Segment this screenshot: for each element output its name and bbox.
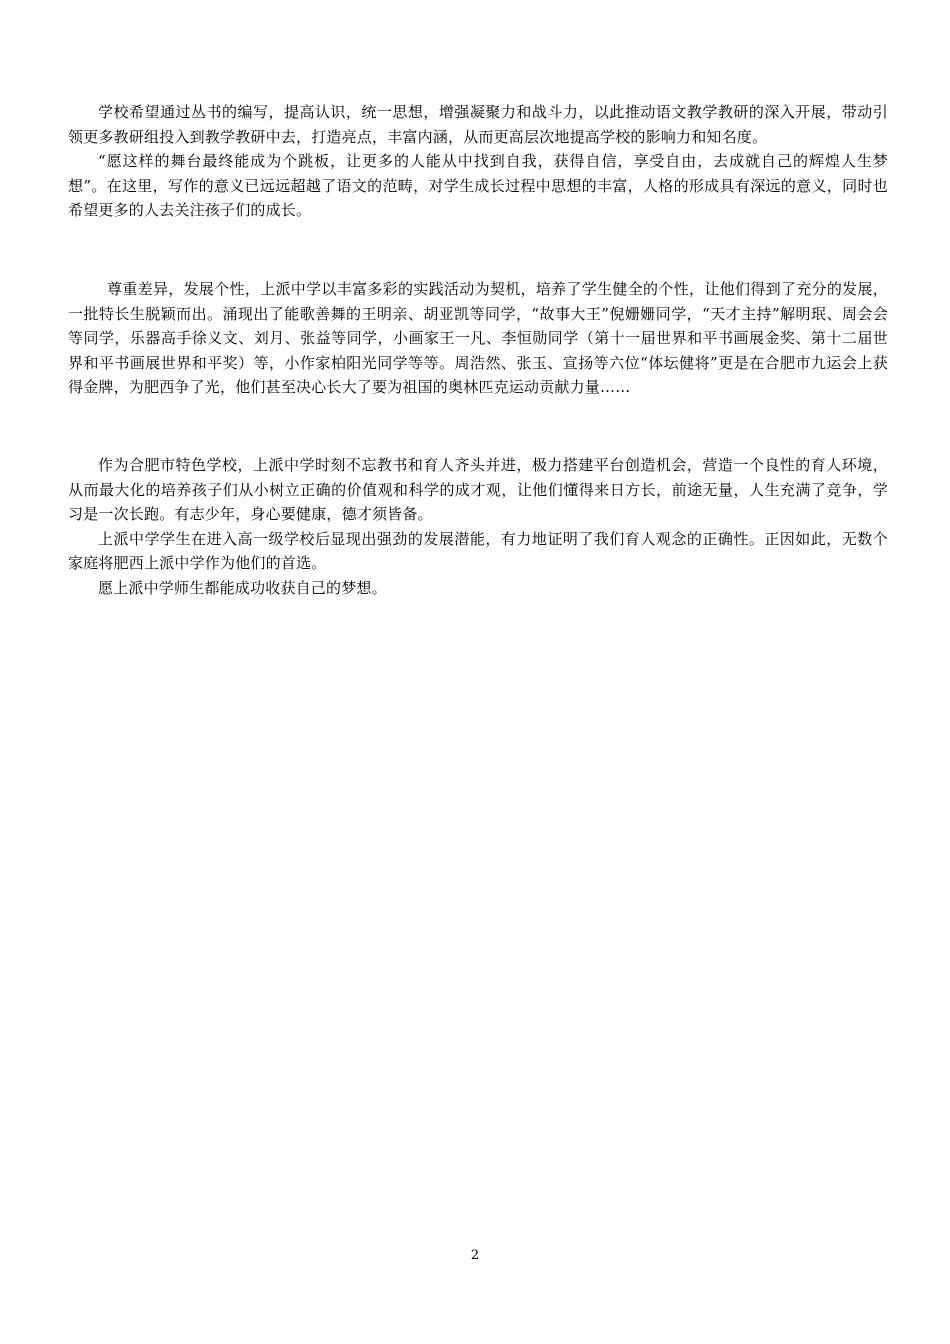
paragraph: 学校希望通过丛书的编写，提高认识，统一思想，增强凝聚力和战斗力，以此推动语文教学教研的深入开展，带动引领更多教研组投入到教学教研中去，打造亮点，丰富内涵，从而更高层次地提高学校的影响力和知名度。 (68, 103, 888, 146)
paragraph: 作为合肥市特色学校，上派中学时刻不忘教书和育人齐头并进，极力搭建平台创造机会，营造一个良性的育人环境，从而最大化的培养孩子们从小树立正确的价值观和科学的成才观，让他们懂得来日方长，前途无量，人生充满了竞争，学习是一次长跑。有志少年，身心要健康，德才须皆备。 (68, 456, 888, 523)
paragraph: 愿上派中学师生都能成功收获自己的梦想。 (98, 578, 387, 597)
page-number: 2 (470, 1248, 480, 1263)
paragraph: 尊重差异，发展个性，上派中学以丰富多彩的实践活动为契机，培养了学生健全的个性，让他们得到了充分的发展，一批特长生脱颖而出。涌现出了能歌善舞的王明亲、胡亚凯等同学，“故事大王”倪姗姗同学，“天才主持”解明珉、周会会等同学，乐器高手徐义文、刘月、张益等同学，小画家王一凡、李恒勋同学（第十一届世界和平书画展金奖、第十二届世界和平书画展世界和平奖）等，小作家柏阳光同学等等。周浩然、张玉、宣扬等六位“体坛健将”更是在合肥市九运会上获得金牌，为肥西争了光，他们甚至决心长大了要为祖国的奥林匹克运动贡献力量…… (68, 280, 888, 396)
section-1 (68, 100, 888, 223)
section-3 (68, 453, 888, 600)
paragraph: “愿这样的舞台最终能成为个跳板，让更多的人能从中找到自我，获得自信，享受自由，去成就自己的辉煌人生梦想”。在这里，写作的意义已远远超越了语文的范畴，对学生成长过程中思想的丰富，人格的形成具有深远的意义，同时也希望更多的人去关注孩子们的成长。 (68, 152, 888, 219)
section-2 (68, 277, 888, 400)
paragraph: 上派中学学生在进入高一级学校后显现出强劲的发展潜能，有力地证明了我们育人观念的正确性。正因如此，无数个家庭将肥西上派中学作为他们的首选。 (68, 529, 888, 572)
